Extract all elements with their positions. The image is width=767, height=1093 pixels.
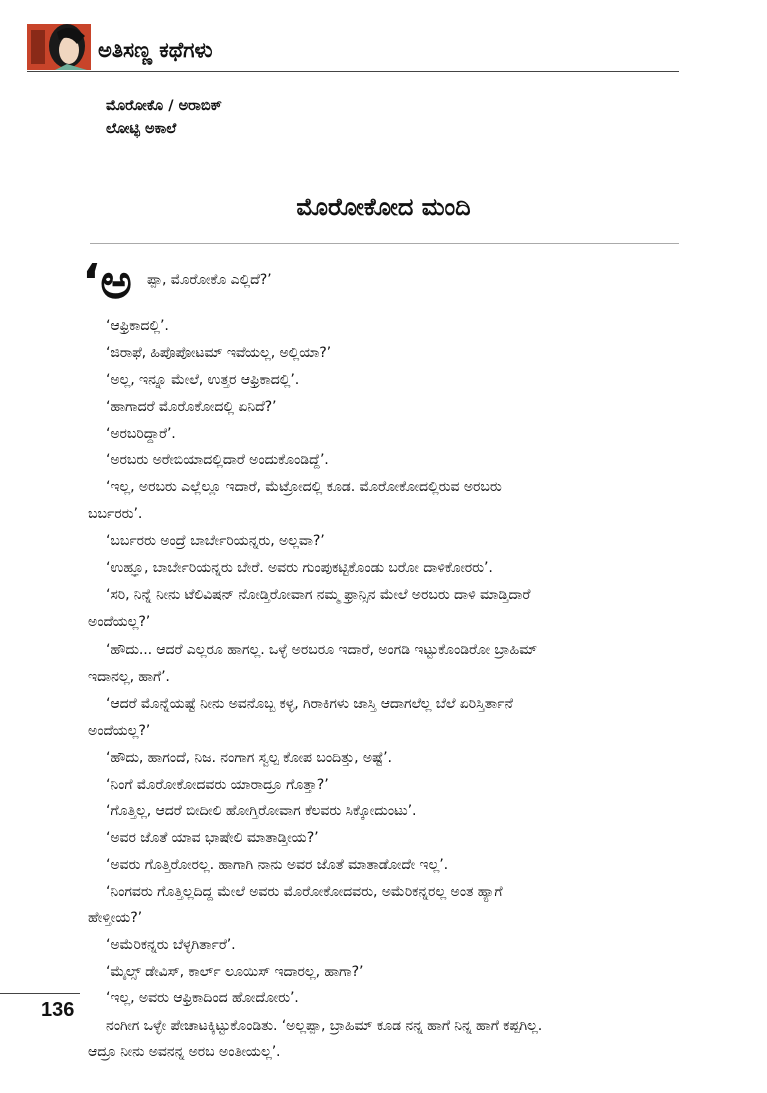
- drop-cap: ‘ಅ: [82, 254, 132, 310]
- cover-illustration-icon: [27, 24, 91, 70]
- story-line: ಬರ್ಬರರು’.: [88, 506, 143, 522]
- story-line: ‘ಹಾಗಾದರೆ ಮೊರೊಕೋದಲ್ಲಿ ಏನಿದೆ?’: [106, 399, 277, 415]
- story-line: ಆದ್ರೂ ನೀನು ಅವನನ್ನ ಅರಬ ಅಂತೀಯಲ್ಲ’.: [88, 1044, 281, 1060]
- story-line: ಇದಾನಲ್ಲ, ಹಾಗೆ’.: [88, 669, 170, 685]
- story-line: ‘ಹೌದು... ಆದರೆ ಎಲ್ಲರೂ ಹಾಗಲ್ಲ. ಒಳ್ಳೆ ಅರಬರೂ ಇದಾರೆ, ಅಂಗಡಿ ಇಟ್ಟುಕೊಂಡಿರೋ ಬ್ರಾಹಿಮ್: [106, 642, 538, 658]
- story-author: ಲೋಟ್ಫಿ ಅಕಾಲೆ: [106, 121, 177, 137]
- story-line: ‘ಅವರು ಗೊತ್ತಿರೋರಲ್ಲ. ಹಾಗಾಗಿ ನಾನು ಅವರ ಜೊತೆ ಮಾತಾಡೋದೇ ಇಲ್ಲ’.: [106, 857, 448, 873]
- story-line: ‘ಅಮೆರಿಕನ್ನರು ಬೆಳ್ಳಗಿರ್ತಾರೆ’.: [106, 937, 236, 953]
- story-line: ‘ಆಫ್ರಿಕಾದಲ್ಲಿ’.: [106, 318, 169, 334]
- story-line: ‘ಅರಬರಿದ್ದಾರೆ’.: [106, 426, 176, 442]
- story-line: ‘ಉಹ್ಞೂ, ಬಾರ್ಬೇರಿಯನ್ನರು ಬೇರೆ. ಅವರು ಗುಂಪುಕಟ್ಟಿಕೊಂಡು ಬರೋ ದಾಳಿಕೋರರು’.: [106, 560, 493, 576]
- story-line: ‘ಮೈಲ್ಸ್ ಡೇವಿಸ್, ಕಾರ್ಲ್ ಲೂಯಿಸ್ ಇದಾರಲ್ಲ, ಹಾಗಾ?’: [106, 964, 364, 980]
- story-line: ‘ಬರ್ಬರರು ಅಂದ್ರೆ ಬಾರ್ಬೇರಿಯನ್ನರು, ಅಲ್ಲವಾ?’: [106, 533, 325, 549]
- story-line: ಅಂದೆಯಲ್ಲ?’: [88, 614, 151, 630]
- first-line: ಪ್ಪಾ, ಮೊರೋಕೊ ಎಲ್ಲಿದೆ?’: [147, 272, 272, 288]
- story-line: ‘ಹೌದು, ಹಾಗಂದೆ, ನಿಜ. ನಂಗಾಗ ಸ್ವಲ್ಪ ಕೋಪ ಬಂದಿತ್ತು, ಅಷ್ಟೆ’.: [106, 750, 392, 766]
- story-title: ಮೊರೋಕೋದ ಮಂದಿ: [296, 193, 471, 221]
- story-line: ‘ಜಿರಾಫೆ, ಹಿಪೊಪೋಟಮ್ ಇವೆಯಲ್ಲ, ಅಲ್ಲಿಯಾ?’: [106, 345, 332, 361]
- header-divider: [27, 71, 679, 72]
- story-line: ‘ನಿಂಗೆ ಮೊರೋಕೋದವರು ಯಾರಾದ್ರೂ ಗೊತ್ತಾ?’: [106, 777, 329, 793]
- story-line: ‘ಇಲ್ಲ, ಅರಬರು ಎಲ್ಲೆಲ್ಲೂ ಇದಾರೆ, ಮೆಟ್ರೋದಲ್ಲಿ ಕೂಡ. ಮೊರೋಕೋದಲ್ಲಿರುವ ಅರಬರು: [106, 479, 502, 495]
- story-origin: ಮೊರೋಕೊ / ಅರಾಬಿಕ್: [106, 98, 222, 114]
- title-divider: [90, 243, 679, 244]
- header-logo: [27, 24, 91, 70]
- story-line: ‘ನಿಂಗವರು ಗೊತ್ತಿಲ್ಲದಿದ್ದ ಮೇಲೆ ಅವರು ಮೊರೋಕೋದವರು, ಅಮೆರಿಕನ್ನರಲ್ಲ ಅಂತ ಹ್ಯಾಗೆ: [106, 884, 503, 900]
- story-line: ‘ಗೊತ್ತಿಲ್ಲ, ಆದರೆ ಬೀದೀಲಿ ಹೋಗ್ತಿರೋವಾಗ ಕೆಲವರು ಸಿಕ್ಕೋದುಂಟು’.: [106, 803, 417, 819]
- story-line: ‘ಅವರ ಜೊತೆ ಯಾವ ಭಾಷೇಲಿ ಮಾತಾಡ್ತೀಯ?’: [106, 830, 319, 846]
- story-line: ‘ಸರಿ, ನಿನ್ನೆ ನೀನು ಟೆಲಿವಿಷನ್ ನೋಡ್ತಿರೋವಾಗ ನಮ್ಮ ಫ್ರಾನ್ಸಿನ ಮೇಲೆ ಅರಬರು ದಾಳಿ ಮಾಡ್ತಿದಾರೆ: [106, 587, 531, 603]
- page-number-rule: [0, 993, 80, 994]
- story-line: ಹೇಳ್ತೀಯ?’: [88, 910, 142, 926]
- book-title: ಅತಿಸಣ್ಣ ಕಥೆಗಳು: [98, 38, 213, 62]
- page-number: 136: [41, 999, 75, 1021]
- story-line: ‘ಅರಬರು ಅರೇಬಿಯಾದಲ್ಲಿದಾರೆ ಅಂದುಕೊಂಡಿದ್ದೆ’.: [106, 452, 329, 468]
- story-line: ‘ಅಲ್ಲ, ಇನ್ನೂ ಮೇಲೆ, ಉತ್ತರ ಆಫ್ರಿಕಾದಲ್ಲಿ’.: [106, 372, 300, 388]
- story-line: ನಂಗೀಗ ಒಳ್ಳೇ ಪೇಚಾಟಕ್ಕಿಟ್ಟುಕೊಂಡಿತು. ‘ಅಲ್ಲಪ್ಪಾ, ಬ್ರಾಹಿಮ್ ಕೂಡ ನನ್ನ ಹಾಗೆ ನಿನ್ನ ಹಾಗೆ ಕಪ್ಪಗಿಲ್ಲ.: [106, 1018, 543, 1034]
- story-line: ‘ಇಲ್ಲ, ಅವರು ಆಫ್ರಿಕಾದಿಂದ ಹೋದೋರು’.: [106, 990, 299, 1006]
- story-line: ‘ಆದರೆ ಮೊನ್ನೆಯಷ್ಟೆ ನೀನು ಅವನೊಬ್ಬ ಕಳ್ಳ, ಗಿರಾಕಿಗಳು ಜಾಸ್ತಿ ಆದಾಗಲೆಲ್ಲ ಬೆಲೆ ಏರಿಸ್ತಿರ್ತಾನೆ: [106, 696, 513, 712]
- story-line: ಅಂದೆಯಲ್ಲ?’: [88, 723, 151, 739]
